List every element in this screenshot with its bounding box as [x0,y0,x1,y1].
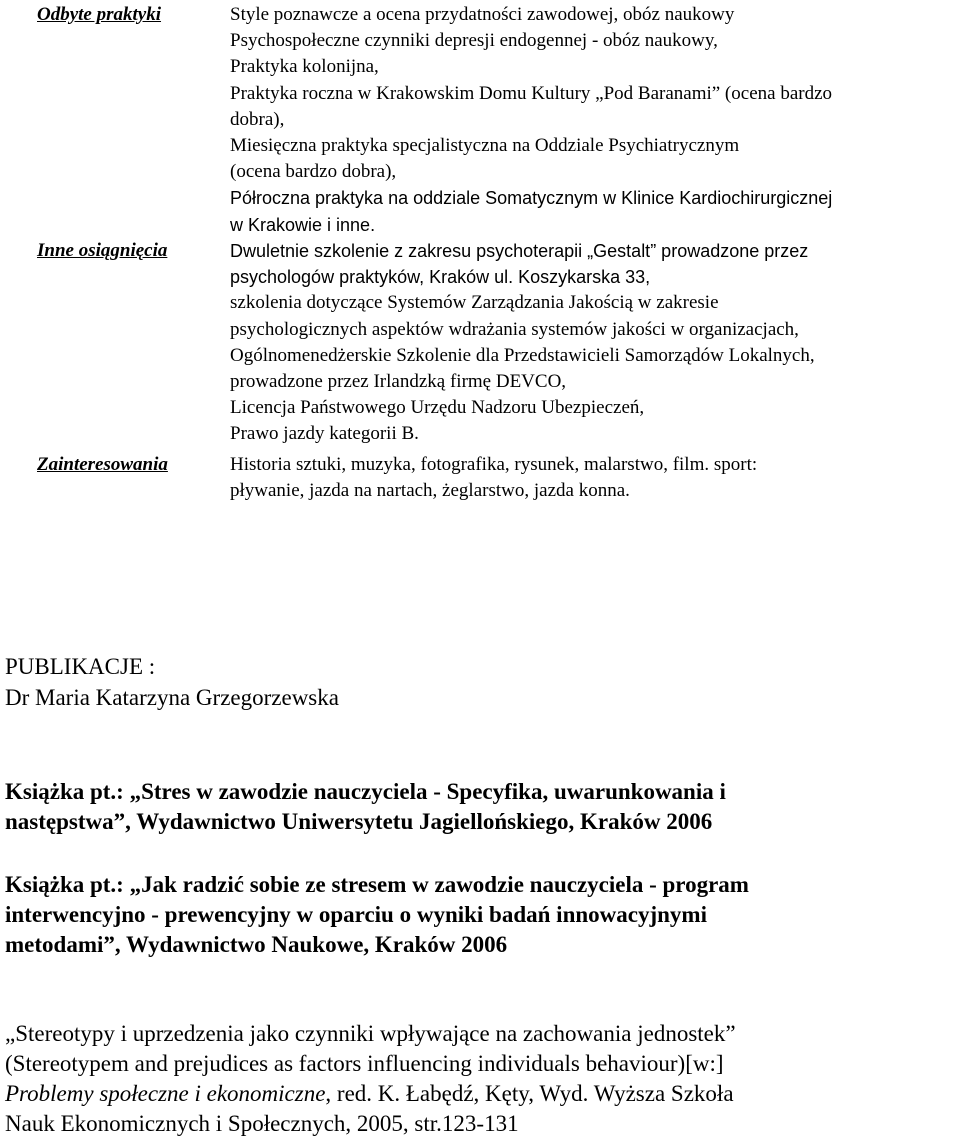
content-line: Ogólnomenedżerskie Szkolenie dla Przedstawicieli Samorządów Lokalnych, [230,344,815,366]
content-line: psychologów praktyków, Kraków ul. Koszykarska 33, [230,267,651,288]
content-line: Style poznawcze a ocena przydatności zawodowej, obóz naukowy [230,4,735,25]
section-label: Odbyte praktyki [37,4,162,25]
article-line: „Stereotypy i uprzedzenia jako czynniki wpływające na zachowania jednostek” [5,1021,736,1046]
content-line: Praktyka roczna w Krakowskim Domu Kultury „Pod Baranami” (ocena bardzo [230,82,833,104]
content-line: Licencja Państwowego Urzędu Nadzoru Ubezpieczeń, [230,397,645,419]
content-line: (ocena bardzo dobra), [230,161,397,183]
book-entry-jak-radzic [5,870,955,960]
content-line: prowadzone przez Irlandzką firmę DEVCO, [230,371,567,393]
article-line: (Stereotypem and prejudices as factors influencing individuals behaviour)[w:] [5,1051,724,1076]
content-line: pływanie, jazda na nartach, żeglarstwo, jazda konna. [230,480,630,502]
book-entry-stres [5,777,955,837]
content-line: Praktyka kolonijna, [230,56,379,78]
content-line: w Krakowie i inne. [230,214,376,235]
journal-title: Problemy społeczne i ekonomiczne [5,1081,326,1106]
publications-author: Dr Maria Katarzyna Grzegorzewska [5,685,339,710]
section-content [230,238,958,448]
book-line: Książka pt.: „Jak radzić sobie ze stresem w zawodzie nauczyciela - program [5,872,749,897]
content-line: psychologicznych aspektów wdrażania systemów jakości w organizacjach, [230,318,799,340]
content-line: Dwuletnie szkolenie z zakresu psychoterapii „Gestalt” prowadzone przez [230,241,809,261]
article-publisher: , red. K. Łabędź, Kęty, Wyd. Wyższa Szkoła [325,1081,734,1106]
book-line: interwencyjno - prewencyjny w oparciu o wyniki badań innowacyjnymi [5,902,707,927]
content-line: Psychospołeczne czynniki depresji endogennej - obóz naukowy, [230,30,718,52]
book-line: następstwa”, Wydawnictwo Uniwersytetu Jagiellońskiego, Kraków 2006 [5,809,713,834]
section-label: Inne osiągnięcia [37,240,168,261]
section-content [230,2,958,238]
article-line [5,1079,955,1109]
content-line: Miesięczna praktyka specjalistyczna na Oddziale Psychiatrycznym [230,135,740,157]
content-line: Historia sztuki, muzyka, fotografika, rysunek, malarstwo, film. sport: [230,454,758,475]
book-line: metodami”, Wydawnictwo Naukowe, Kraków 2006 [5,932,508,957]
content-line: dobra), [230,108,285,130]
content-line: Prawo jazdy kategorii B. [230,423,419,445]
section-label: Zainteresowania [37,454,168,475]
publications-heading: PUBLIKACJE : [5,654,156,679]
article-entry-stereotypy [5,1019,955,1139]
article-line: Nauk Ekonomicznych i Społecznych, 2005, str.123-131 [5,1111,519,1136]
content-line: szkolenia dotyczące Systemów Zarządzania Jakością w zakresie [230,292,719,314]
book-line: Książka pt.: „Stres w zawodzie nauczyciela - Specyfika, uwarunkowania i [5,779,726,804]
section-content [230,452,958,504]
content-line: Półroczna praktyka na oddziale Somatycznym w Klinice Kardiochirurgicznej [230,188,833,209]
